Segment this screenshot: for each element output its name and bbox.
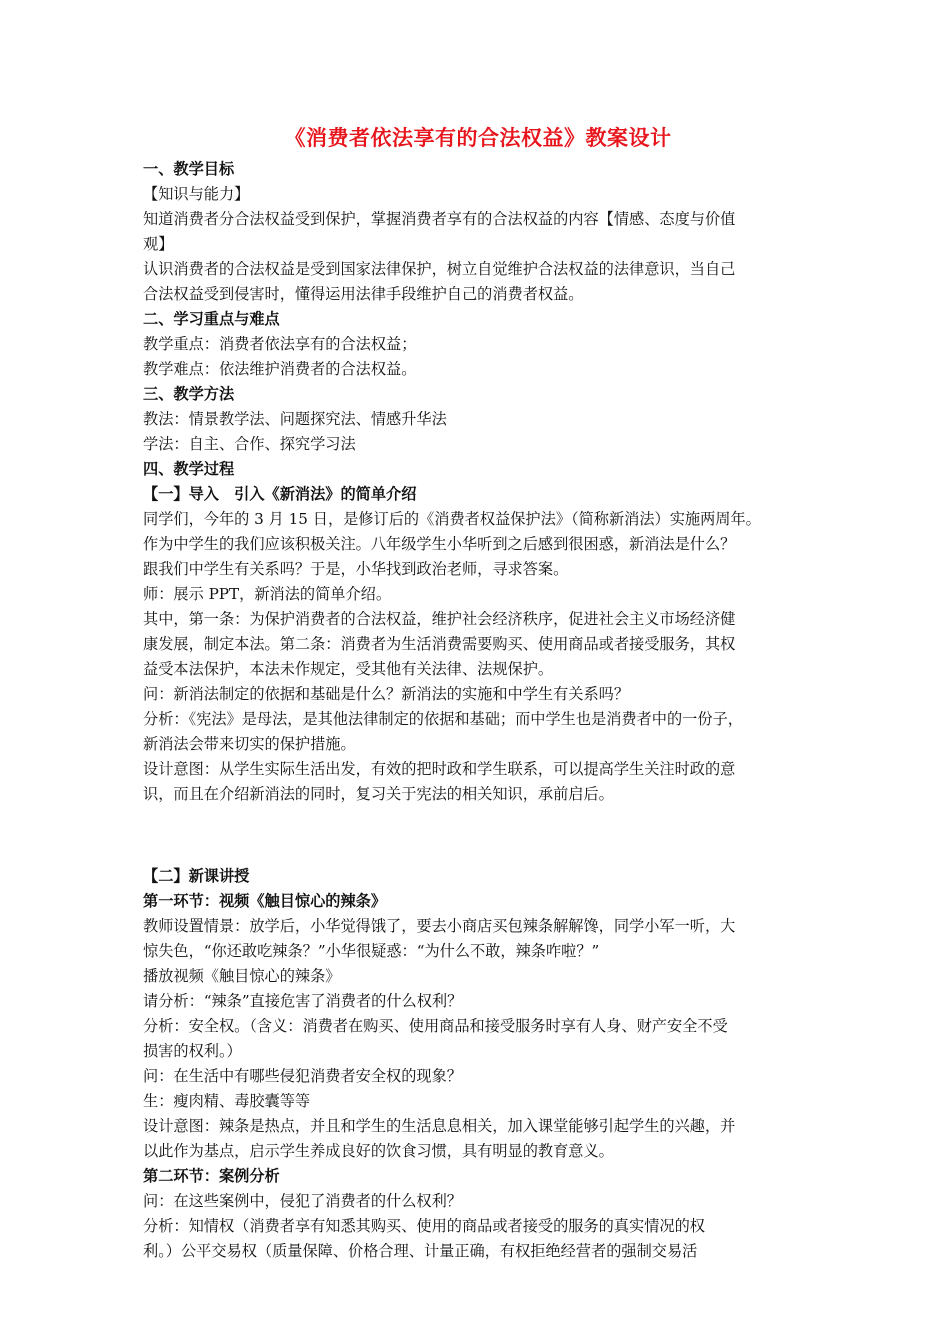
- text-line: 分析：安全权。（含义：消费者在购买、使用商品和接受服务时享有人身、财产安全不受: [143, 1017, 728, 1035]
- section-heading: 二、学习重点与难点: [143, 310, 280, 328]
- text-line: 问：在这些案例中，侵犯了消费者的什么权利？: [143, 1192, 462, 1210]
- text-line: 知道消费者分合法权益受到保护，掌握消费者享有的合法权益的内容【情感、态度与价值: [143, 210, 736, 228]
- text-line: 教学重点：消费者依法享有的合法权益；: [143, 335, 417, 353]
- text-line: 【知识与能力】: [143, 185, 250, 203]
- text-line: 分析：知情权（消费者享有知悉其购买、使用的商品或者接受的服务的真实情况的权: [143, 1217, 705, 1235]
- text-line: 教师设置情景：放学后，小华觉得饿了，要去小商店买包辣条解解馋，同学小军一听，大: [143, 917, 736, 935]
- text-line: 其中，第一条：为保护消费者的合法权益，维护社会经济秩序，促进社会主义市场经济健: [143, 610, 736, 628]
- text-line: 问：新消法制定的依据和基础是什么？新消法的实施和中学生有关系吗？: [143, 685, 629, 703]
- section-heading: 三、教学方法: [143, 385, 235, 403]
- text-line: 以此作为基点，启示学生养成良好的饮食习惯，具有明显的教育意义。: [143, 1142, 614, 1160]
- section-heading: 一、教学目标: [143, 160, 235, 178]
- text-line: 请分析：“辣条”直接危害了消费者的什么权利？: [143, 992, 463, 1010]
- text-line: 设计意图：辣条是热点，并且和学生的生活息息相关，加入课堂能够引起学生的兴趣，并: [143, 1117, 736, 1135]
- text-line: 问：在生活中有哪些侵犯消费者安全权的现象？: [143, 1067, 462, 1085]
- text-line: 教法：情景教学法、问题探究法、情感升华法: [143, 410, 447, 428]
- text-line: 同学们，今年的 3 月 15 日，是修订后的《消费者权益保护法》（简称新消法）实施两周年。: [143, 510, 761, 528]
- text-line: 惊失色，“你还敢吃辣条？”小华很疑惑：“为什么不敢，辣条咋啦？”: [143, 942, 600, 960]
- text-line: 学法：自主、合作、探究学习法: [143, 435, 356, 453]
- section-heading: 第一环节：视频《触目惊心的辣条》: [143, 892, 386, 910]
- document-page: [143, 123, 813, 1264]
- text-line: 播放视频《触目惊心的辣条》: [143, 967, 341, 985]
- text-line: 益受本法保护，本法未作规定，受其他有关法律、法规保护。: [143, 660, 554, 678]
- text-line: 分析：《宪法》是母法，是其他法律制定的依据和基础；而中学生也是消费者中的一份子，: [143, 710, 743, 728]
- text-line: 损害的权利。）: [143, 1042, 242, 1060]
- blank-line: [143, 823, 813, 848]
- text-line: 教学难点：依法维护消费者的合法权益。: [143, 360, 417, 378]
- section-heading: 【一】导入 引入《新消法》的简单介绍: [143, 485, 417, 503]
- text-line: 跟我们中学生有关系吗？于是，小华找到政治老师，寻求答案。: [143, 560, 569, 578]
- text-line: 康发展，制定本法。第二条：消费者为生活消费需要购买、使用商品或者接受服务，其权: [143, 635, 736, 653]
- section-heading: 第二环节：案例分析: [143, 1167, 280, 1185]
- text-line: 设计意图：从学生实际生活出发，有效的把时政和学生联系，可以提高学生关注时政的意: [143, 760, 736, 778]
- text-line: 作为中学生的我们应该积极关注。八年级学生小华听到之后感到很困惑，新消法是什么？: [143, 535, 736, 553]
- section-heading: 【二】新课讲授: [143, 867, 250, 885]
- text-line: 师：展示 PPT，新消法的简单介绍。: [143, 585, 392, 603]
- text-line: 识，而且在介绍新消法的同时，复习关于宪法的相关知识，承前启后。: [143, 785, 614, 803]
- text-line: 生：瘦肉精、毒胶囊等等: [143, 1092, 311, 1110]
- text-line: 合法权益受到侵害时，懂得运用法律手段维护自己的消费者权益。: [143, 285, 584, 303]
- text-line: 利。）公平交易权（质量保障、价格合理、计量正确，有权拒绝经营者的强制交易活: [143, 1242, 698, 1260]
- section-heading: 四、教学过程: [143, 460, 235, 478]
- document-title: 《消费者依法享有的合法权益》教案设计: [284, 125, 672, 150]
- document-body: [143, 157, 813, 1264]
- text-line: 观】: [143, 235, 174, 253]
- text-line: 认识消费者的合法权益是受到国家法律保护，树立自觉维护合法权益的法律意识，当自己: [143, 260, 736, 278]
- text-line: 新消法会带来切实的保护措施。: [143, 735, 356, 753]
